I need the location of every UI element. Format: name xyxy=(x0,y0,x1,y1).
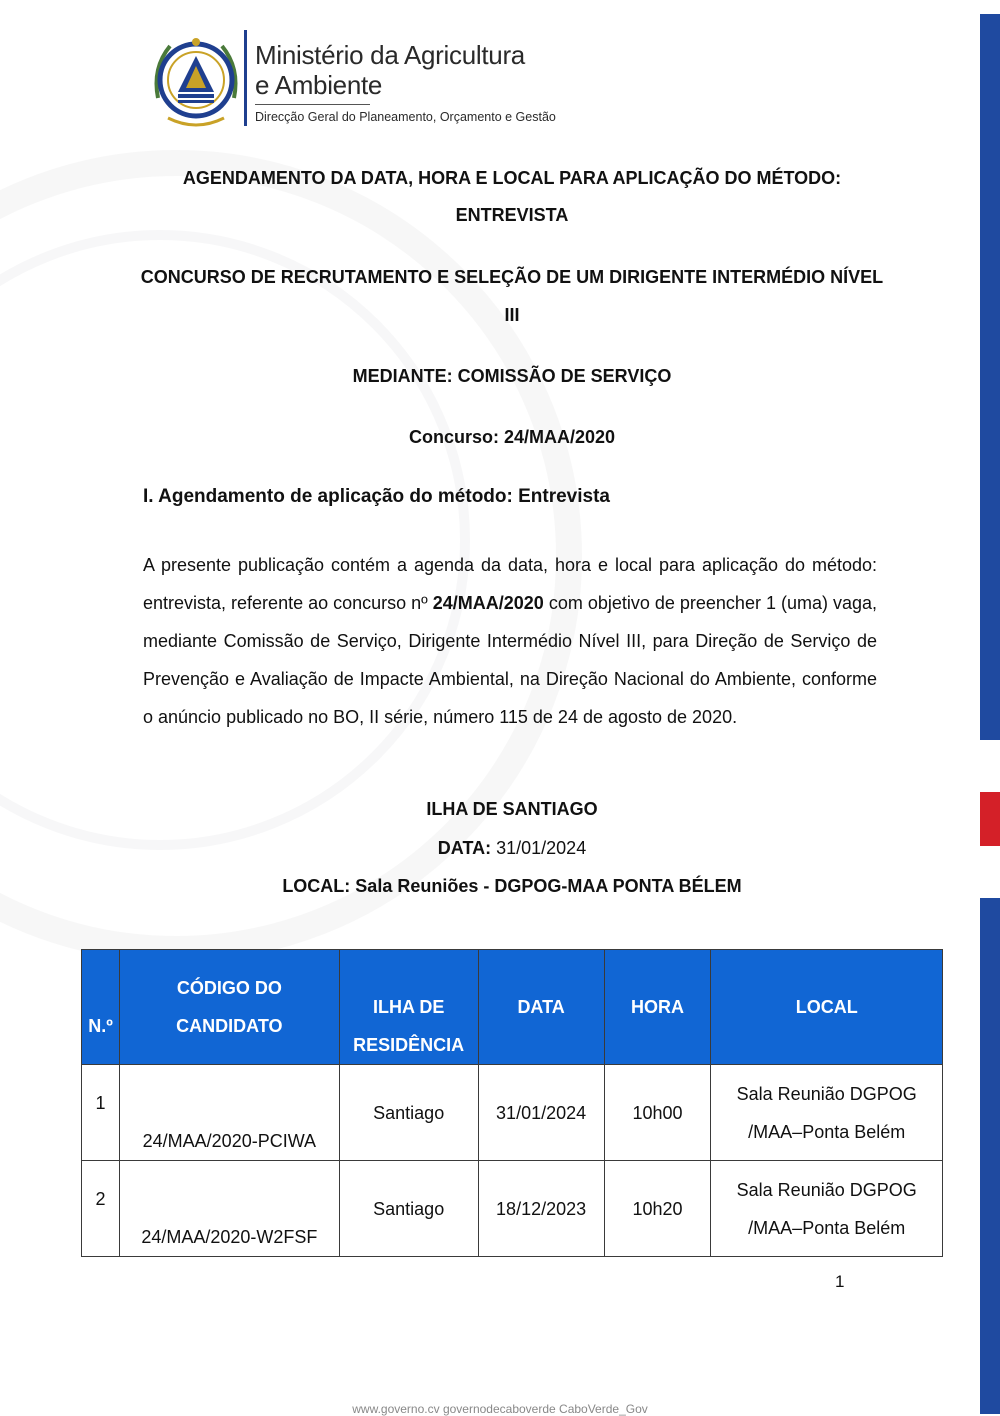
header-local: LOCAL xyxy=(711,950,943,1065)
cell-date: 31/01/2024 xyxy=(478,1065,604,1161)
header-time: HORA xyxy=(604,950,711,1065)
table-header-row xyxy=(82,950,943,1065)
coat-of-arms-logo xyxy=(148,28,244,132)
cell-island: Santiago xyxy=(339,1065,478,1161)
cell-local xyxy=(711,1065,943,1161)
cell-local-line1: Sala Reunião DGPOG xyxy=(736,1083,917,1104)
paragraph-contest-number: 24/MAA/2020 xyxy=(432,593,544,613)
paragraph-text-part1: A presente publicação contém a agenda da data, hora e local para aplicação do método: entrevista, referente ao concurso nº xyxy=(143,555,877,613)
schedule-date-value: 31/01/2024 xyxy=(491,838,587,858)
contest-title-line1: CONCURSO DE RECRUTAMENTO E SELEÇÃO DE UM DIRIGENTE INTERMÉDIO NÍVEL xyxy=(140,267,884,287)
table-row xyxy=(82,1065,943,1161)
cell-num: 2 xyxy=(82,1161,120,1257)
cell-local-line2: /MAA–Ponta Belém xyxy=(748,1121,906,1142)
cell-island: Santiago xyxy=(339,1161,478,1257)
cell-time: 10h20 xyxy=(604,1161,711,1257)
contest-title-line2: III xyxy=(504,305,520,325)
header-date: DATA xyxy=(478,950,604,1065)
header-island-line1: ILHA DE xyxy=(373,997,445,1017)
header-island-line2: RESIDÊNCIA xyxy=(353,1035,465,1055)
footer-links: www.governo.cv governodecaboverde CaboVerde_Gov xyxy=(352,1402,648,1416)
cell-local-line1: Sala Reunião DGPOG xyxy=(736,1179,917,1200)
cell-date: 18/12/2023 xyxy=(478,1161,604,1257)
header-divider xyxy=(244,30,247,126)
paragraph-text-part2: com objetivo de preencher 1 (uma) vaga, mediante Comissão de Serviço, Dirigente Intermédio Nível III, para Direção de Serviço de Prevenção e Avaliação de Impacte Ambiental, na Direção Nacional do Ambiente, conforme o anúncio publicado no BO, II série, número 115 de 24 de agosto de 2020. xyxy=(143,593,877,727)
document-title-line2: ENTREVISTA xyxy=(455,205,569,225)
header-island xyxy=(339,950,478,1065)
header-num: N.º xyxy=(82,950,120,1065)
header-code xyxy=(119,950,339,1065)
ministry-name-line1: Ministério da Agricultura xyxy=(255,40,525,70)
schedule-date-label: DATA: xyxy=(437,838,492,858)
page-number: 1 xyxy=(835,1272,845,1291)
section-paragraph xyxy=(143,546,877,736)
island-title: ILHA DE SANTIAGO xyxy=(426,799,598,819)
department-name: Direcção Geral do Planeamento, Orçamento e Gestão xyxy=(255,110,556,124)
contest-mode: MEDIANTE: COMISSÃO DE SERVIÇO xyxy=(352,366,672,386)
ministry-underline xyxy=(255,104,370,105)
ministry-name-line2: e Ambiente xyxy=(255,70,383,100)
ministry-header xyxy=(255,40,556,125)
table-row xyxy=(82,1161,943,1257)
cell-num: 1 xyxy=(82,1065,120,1161)
cell-code: 24/MAA/2020-PCIWA xyxy=(119,1065,339,1161)
header-code-line2: CANDIDATO xyxy=(176,1016,283,1036)
schedule-local: LOCAL: Sala Reuniões - DGPOG-MAA PONTA BÉLEM xyxy=(282,876,742,896)
cell-local xyxy=(711,1161,943,1257)
cell-code: 24/MAA/2020-W2FSF xyxy=(119,1161,339,1257)
header-code-line1: CÓDIGO DO xyxy=(176,978,282,998)
schedule-date xyxy=(0,838,1000,859)
side-bar-blue-bottom xyxy=(980,898,1000,1414)
document-title-line1: AGENDAMENTO DA DATA, HORA E LOCAL PARA APLICAÇÃO DO MÉTODO: xyxy=(182,168,842,188)
section-heading: I. Agendamento de aplicação do método: Entrevista xyxy=(143,486,610,507)
cell-time: 10h00 xyxy=(604,1065,711,1161)
cell-local-line2: /MAA–Ponta Belém xyxy=(748,1217,906,1238)
contest-number: Concurso: 24/MAA/2020 xyxy=(408,427,616,447)
candidates-table xyxy=(81,949,943,1257)
